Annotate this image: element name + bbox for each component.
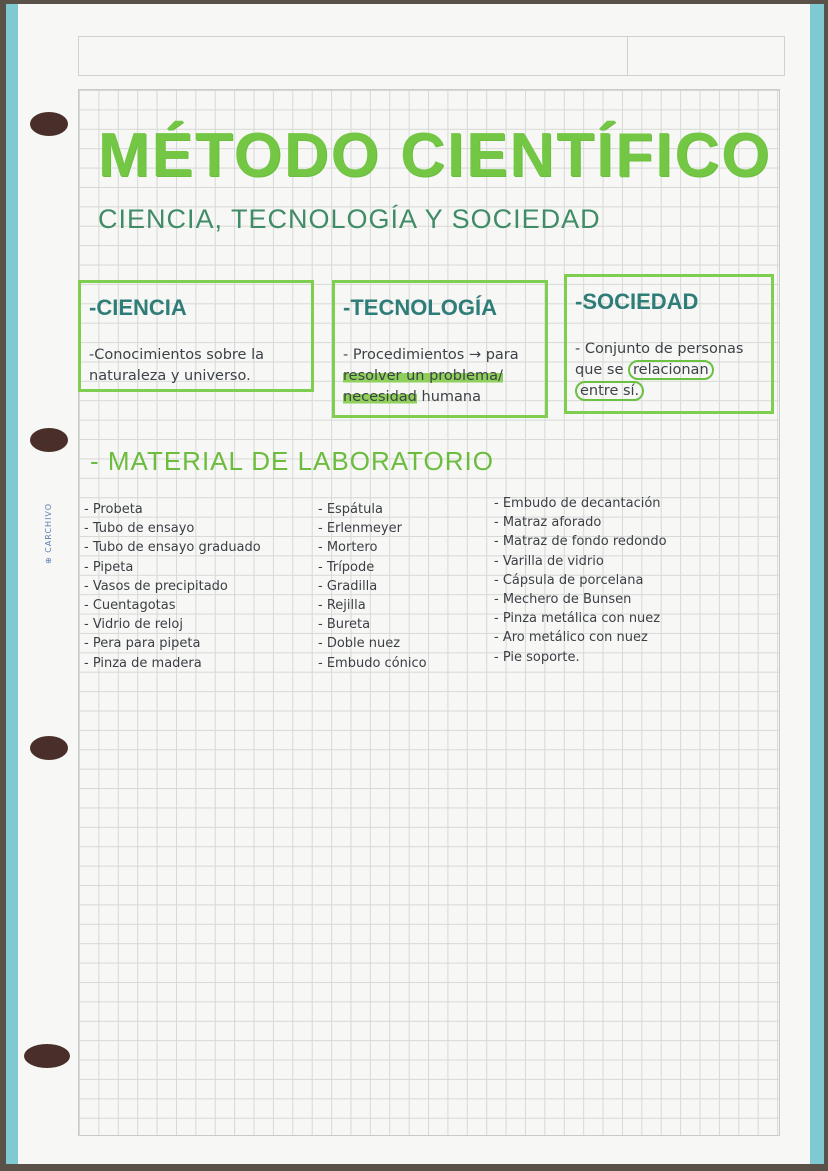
section-title: - MATERIAL DE LABORATORIO [90,446,494,476]
list-item: - Probeta [84,502,143,517]
list-item: - Bureta [318,617,371,633]
list-item: - Embudo cónico [318,655,427,671]
list-item: - Erlenmeyer [318,521,402,537]
box-text [343,345,539,408]
circled-word: relacionan [628,360,714,380]
page-subtitle: CIENCIA, TECNOLOGÍA Y SOCIEDAD [98,204,601,234]
text-line: humana [416,389,481,405]
box-sociedad [564,274,774,414]
list-item: - Pie soporte. [494,649,580,665]
text-line: - Conjunto de personas [575,341,744,357]
list-item: - Aro metálico con nuez [494,630,648,646]
box-ciencia [78,280,314,392]
list-item: - Espátula [318,502,383,517]
header-strip [78,36,785,76]
binder-hole [24,1044,70,1068]
list-item: - Pinza metálica con nuez [494,611,661,627]
page-edge-left [6,4,18,1164]
materials-column-2 [318,500,427,673]
list-item: - Gradilla [318,578,378,594]
box-title: -TECNOLOGÍA [343,295,497,320]
text-line: que se [575,362,629,378]
circled-word: entre sí. [575,381,644,401]
box-title: -CIENCIA [89,295,187,320]
list-item: - Pinza de madera [84,655,202,671]
page-title: MÉTODO CIENTÍFICO [98,121,772,190]
box-tecnologia [332,280,548,418]
highlight: necesidad [343,389,417,405]
binder-hole [30,428,68,452]
box-text [575,339,765,402]
list-item: - Embudo de decantación [494,496,661,511]
page-edge-right [810,4,824,1164]
text-line: - Procedimientos → para [343,347,519,363]
list-item: - Trípode [318,559,375,575]
list-item: - Vidrio de reloj [84,617,183,633]
list-item: - Pipeta [84,559,134,575]
highlight: resolver un problema/ [343,368,503,384]
binder-hole [30,736,68,760]
brand-mark: ⊕ CARCHIVO [44,502,53,564]
list-item: - Mechero de Bunsen [494,591,632,607]
list-item: - Cuentagotas [84,597,176,613]
binder-hole [30,112,68,136]
box-title: -SOCIEDAD [575,289,699,314]
list-item: - Doble nuez [318,636,401,652]
header-divider [627,37,628,75]
list-item: - Cápsula de porcelana [494,572,644,588]
notebook-page [6,4,824,1164]
list-item: - Tubo de ensayo graduado [84,540,261,556]
box-text: -Conocimientos sobre la naturaleza y universo. [89,347,264,384]
materials-column-3 [494,494,667,667]
list-item: - Mortero [318,540,378,556]
materials-column-1 [84,500,261,673]
list-item: - Matraz de fondo redondo [494,534,667,550]
list-item: - Matraz aforado [494,515,602,531]
list-item: - Rejilla [318,597,366,613]
list-item: - Vasos de precipitado [84,578,228,594]
list-item: - Tubo de ensayo [84,521,195,537]
list-item: - Pera para pipeta [84,636,201,652]
list-item: - Varilla de vidrio [494,553,604,569]
